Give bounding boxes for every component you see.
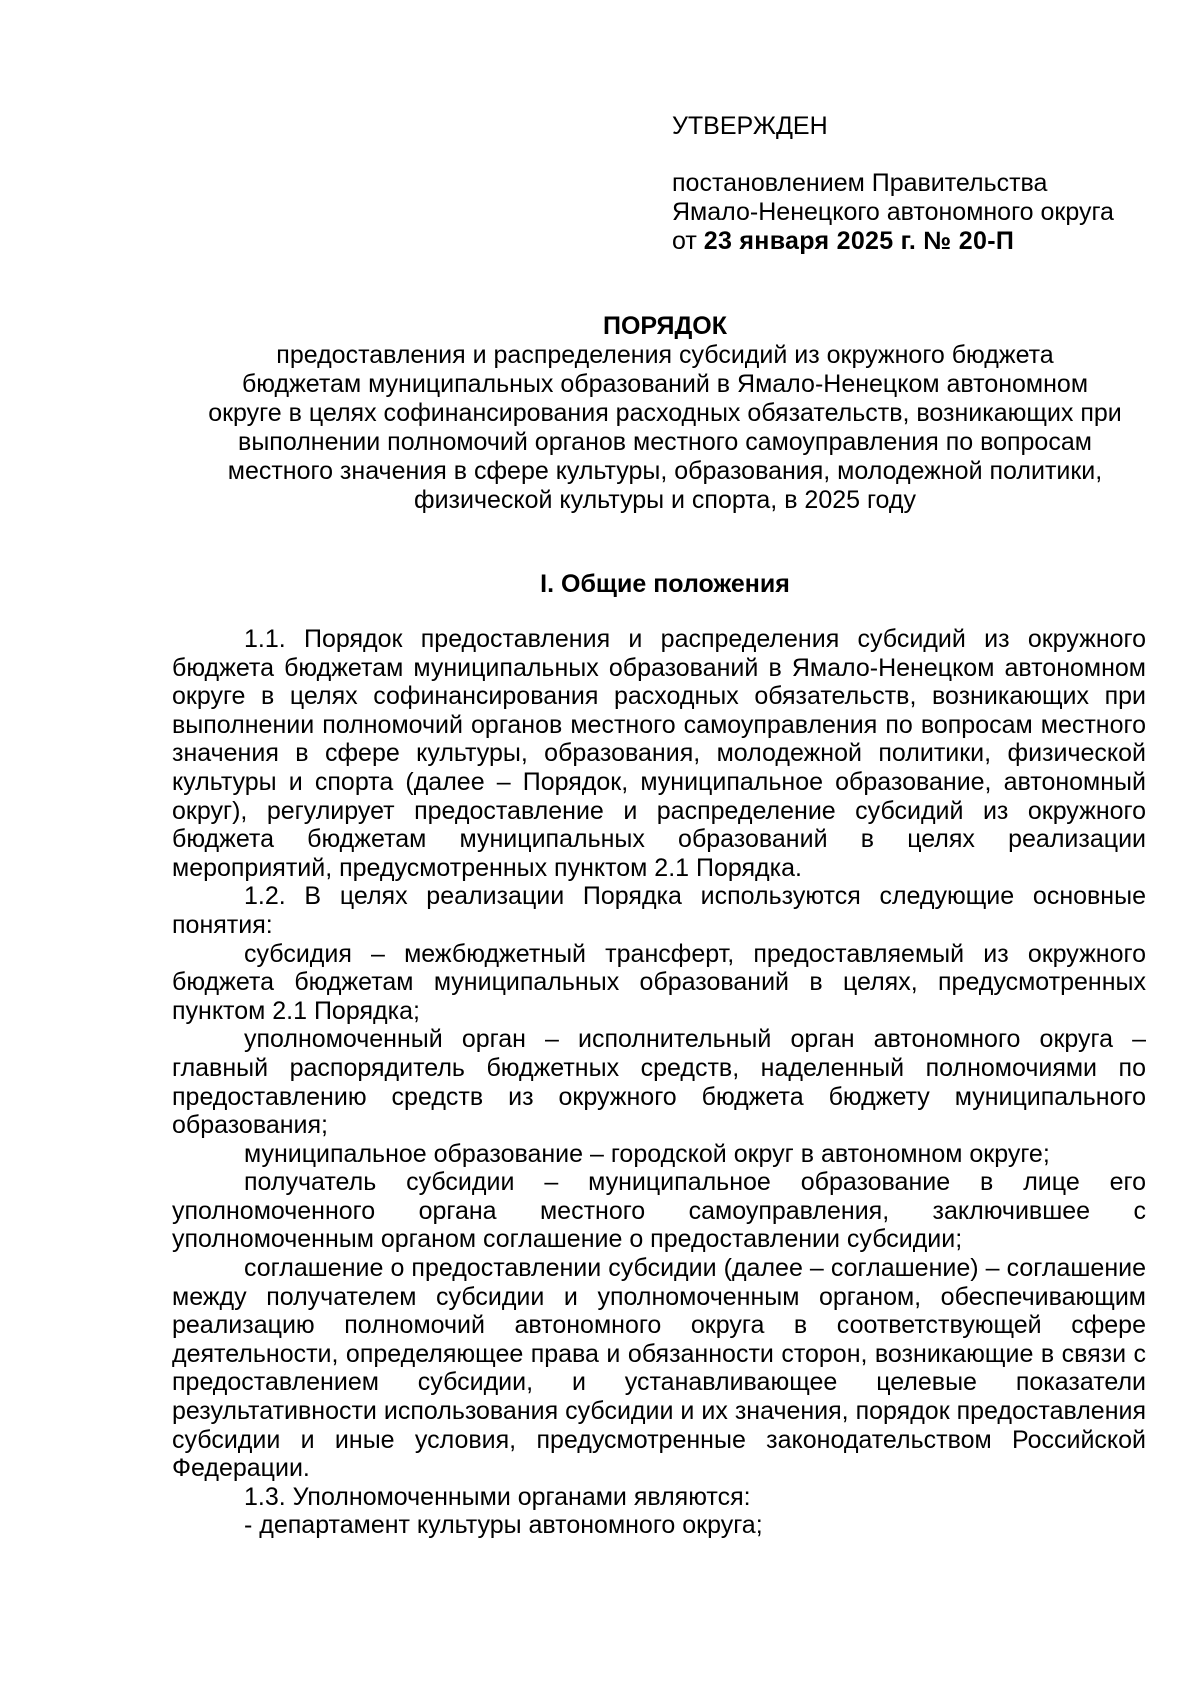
section-body — [172, 625, 1146, 1540]
paragraph: 1.2. В целях реализации Порядка используются следующие основные понятия: — [172, 882, 1146, 939]
section-heading: I. Общие положения — [540, 570, 790, 598]
approval-line-1: постановлением Правительства — [672, 169, 1048, 197]
approval-date-line — [672, 227, 1114, 256]
title-line: местного значения в сфере культуры, образования, молодежной политики, — [227, 457, 1103, 485]
paragraph: муниципальное образование – городской округ в автономном округе; — [244, 1139, 1050, 1168]
paragraph: получатель субсидии – муниципальное образование в лице его уполномоченного органа местного самоуправления, заключившее с уполномоченным органом соглашение о предоставлении субсидии; — [172, 1168, 1146, 1254]
document-title — [160, 312, 1170, 515]
date-number: 23 января 2025 г. № 20-П — [703, 227, 1015, 255]
title-heading: ПОРЯДОК — [603, 312, 727, 340]
paragraph: уполномоченный орган – исполнительный орган автономного округа – главный распорядитель бюджетных средств, наделенный полномочиями по предоставлению средств из окружного бюджета бюджету муниципального образования; — [172, 1025, 1146, 1140]
paragraph: - департамент культуры автономного округа; — [244, 1511, 763, 1540]
title-line: предоставления и распределения субсидий из окружного бюджета — [276, 341, 1054, 369]
paragraph: 1.3. Уполномоченными органами являются: — [244, 1482, 751, 1511]
paragraph: 1.1. Порядок предоставления и распределения субсидий из окружного бюджета бюджетам муниципальных образований в Ямало-Ненецком автономном округе в целях софинансирования расходных обязательств, возникающих при выполнении полномочий органов местного самоуправления по вопросам местного значения в сфере культуры, образования, молодежной политики, физической культуры и спорта (далее – Порядок, муниципальное образование, автономный округ), регулирует предоставление и распределение субсидий из окружного бюджета бюджетам муниципальных образований в целях реализации мероприятий, предусмотренных пунктом 2.1 Порядка. — [172, 625, 1146, 882]
paragraph: соглашение о предоставлении субсидии (далее – соглашение) – соглашение между получателем субсидии и уполномоченным органом, обеспечивающим реализацию полномочий автономного округа в соответствующей сфере деятельности, определяющее права и обязанности сторон, возникающие в связи с предоставлением субсидии, и устанавливающее целевые показатели результативности использования субсидии и их значения, порядок предоставления субсидии и иные условия, предусмотренные законодательством Российской Федерации. — [172, 1254, 1146, 1483]
title-line: физической культуры и спорта, в 2025 году — [414, 486, 916, 514]
title-line: округе в целях софинансирования расходных обязательств, возникающих при — [208, 399, 1122, 427]
approval-stamp — [672, 112, 1114, 256]
paragraph: субсидия – межбюджетный трансферт, предоставляемый из окружного бюджета бюджетам муниципальных образований в целях, предусмотренных пунктом 2.1 Порядка; — [172, 939, 1146, 1025]
approval-line-2: Ямало-Ненецкого автономного округа — [672, 198, 1114, 226]
title-line: бюджетам муниципальных образований в Ямало-Ненецком автономном — [241, 370, 1089, 398]
date-prefix: от — [672, 227, 704, 255]
approved-label: УТВЕРЖДЕН — [672, 112, 828, 140]
title-line: выполнении полномочий органов местного самоуправления по вопросам — [238, 428, 1092, 456]
